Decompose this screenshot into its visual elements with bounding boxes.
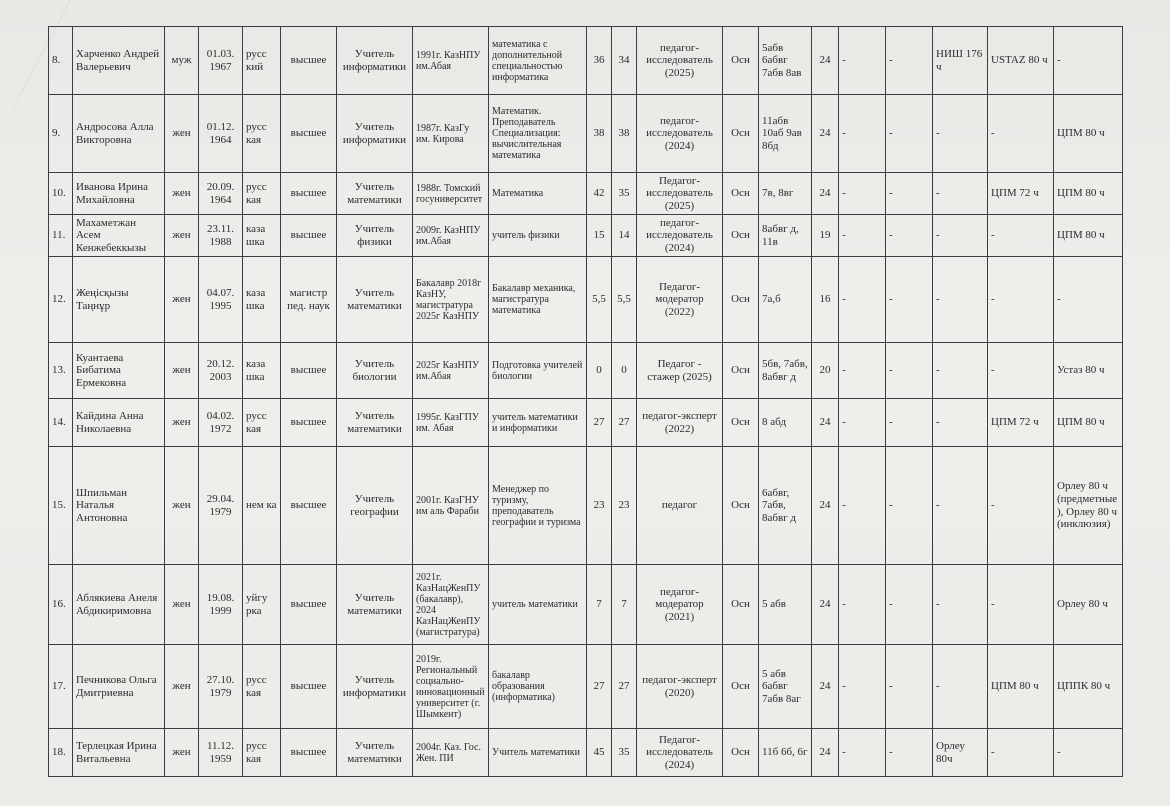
teacher-name: Жеңісқызы Таңнұр	[73, 257, 165, 343]
teaching-experience: 5,5	[612, 257, 637, 343]
position: Учитель географии	[337, 447, 413, 565]
course-3: ЦПМ 80 ч	[1054, 215, 1123, 257]
weekly-hours: 24	[812, 399, 839, 447]
institution: 2025г КазНПУ им.Абая	[413, 343, 489, 399]
specialty: Подготовка учителей биологии	[489, 343, 587, 399]
teacher-name: Иванова Ирина Михайловна	[73, 173, 165, 215]
nationality: каза шка	[243, 343, 281, 399]
course-1: -	[933, 565, 988, 645]
qualification-category: педагог-эксперт (2020)	[637, 645, 723, 729]
teaching-experience: 23	[612, 447, 637, 565]
teaching-experience: 14	[612, 215, 637, 257]
teacher-name: Куантаева Бибатима Ермековна	[73, 343, 165, 399]
extra-col-2: -	[886, 27, 933, 95]
teacher-name: Шпильман Наталья Антоновна	[73, 447, 165, 565]
course-1: Орлеу 80ч	[933, 729, 988, 777]
gender: жен	[165, 399, 199, 447]
extra-col-1: -	[839, 343, 886, 399]
teacher-name: Махаметжан Асем Кенжебеккызы	[73, 215, 165, 257]
qualification-category: Педагог-модератор (2022)	[637, 257, 723, 343]
weekly-hours: 24	[812, 447, 839, 565]
extra-col-2: -	[886, 257, 933, 343]
employment-type: Осн	[723, 343, 759, 399]
teacher-name: Кайдина Анна Николаевна	[73, 399, 165, 447]
total-experience: 45	[587, 729, 612, 777]
extra-col-1: -	[839, 447, 886, 565]
teacher-name: Харченко Андрей Валерьевич	[73, 27, 165, 95]
table-row	[49, 645, 1123, 729]
institution: 1987г. КазГу им. Кирова	[413, 95, 489, 173]
education-level: магистр пед. наук	[281, 257, 337, 343]
course-3: Орлеу 80 ч (предметные), Орлеу 80 ч (инклюзия)	[1054, 447, 1123, 565]
teacher-name: Аблякиева Анеля Абдикиримовна	[73, 565, 165, 645]
extra-col-2: -	[886, 565, 933, 645]
extra-col-2: -	[886, 399, 933, 447]
extra-col-1: -	[839, 257, 886, 343]
course-2: -	[988, 215, 1054, 257]
teaching-experience: 7	[612, 565, 637, 645]
qualification-category: Педагог-исследователь (2025)	[637, 173, 723, 215]
specialty: Бакалавр механика, магистратура математика	[489, 257, 587, 343]
gender: жен	[165, 565, 199, 645]
course-2: -	[988, 565, 1054, 645]
assigned-classes: 11абв 10аб 9ав 8бд	[759, 95, 812, 173]
total-experience: 27	[587, 645, 612, 729]
weekly-hours: 19	[812, 215, 839, 257]
birth-date: 20.12. 2003	[199, 343, 243, 399]
course-3: ЦПМ 80 ч	[1054, 399, 1123, 447]
assigned-classes: 11б 6б, 6г	[759, 729, 812, 777]
extra-col-2: -	[886, 343, 933, 399]
table-row	[49, 565, 1123, 645]
employment-type: Осн	[723, 257, 759, 343]
table-row	[49, 27, 1123, 95]
extra-col-1: -	[839, 27, 886, 95]
position: Учитель математики	[337, 173, 413, 215]
row-number: 18.	[49, 729, 73, 777]
position: Учитель математики	[337, 257, 413, 343]
nationality: каза шка	[243, 257, 281, 343]
nationality: русс кая	[243, 399, 281, 447]
total-experience: 42	[587, 173, 612, 215]
course-1: НИШ 176 ч	[933, 27, 988, 95]
weekly-hours: 16	[812, 257, 839, 343]
total-experience: 23	[587, 447, 612, 565]
gender: муж	[165, 27, 199, 95]
specialty: Математик. Преподаватель Специализация: вычислительная математика	[489, 95, 587, 173]
institution: 1991г. КазНПУ им.Абая	[413, 27, 489, 95]
specialty: Математика	[489, 173, 587, 215]
employment-type: Осн	[723, 95, 759, 173]
birth-date: 20.09. 1964	[199, 173, 243, 215]
extra-col-2: -	[886, 447, 933, 565]
teaching-experience: 35	[612, 173, 637, 215]
qualification-category: Педагог - стажер (2025)	[637, 343, 723, 399]
course-2: ЦПМ 72 ч	[988, 399, 1054, 447]
specialty: Менеджер по туризму, преподаватель географии и туризма	[489, 447, 587, 565]
total-experience: 38	[587, 95, 612, 173]
gender: жен	[165, 215, 199, 257]
employment-type: Осн	[723, 565, 759, 645]
extra-col-1: -	[839, 729, 886, 777]
table-row	[49, 173, 1123, 215]
specialty: бакалавр образования (информатика)	[489, 645, 587, 729]
course-3: ЦППК 80 ч	[1054, 645, 1123, 729]
course-2: -	[988, 729, 1054, 777]
table-row	[49, 399, 1123, 447]
course-3: Орлеу 80 ч	[1054, 565, 1123, 645]
course-3: -	[1054, 729, 1123, 777]
course-1: -	[933, 343, 988, 399]
table-row	[49, 257, 1123, 343]
qualification-category: педагог-исследователь (2024)	[637, 95, 723, 173]
total-experience: 5,5	[587, 257, 612, 343]
employment-type: Осн	[723, 215, 759, 257]
nationality: русс кая	[243, 729, 281, 777]
position: Учитель информатики	[337, 95, 413, 173]
position: Учитель математики	[337, 565, 413, 645]
employment-type: Осн	[723, 729, 759, 777]
position: Учитель физики	[337, 215, 413, 257]
specialty: учитель математики и информатики	[489, 399, 587, 447]
gender: жен	[165, 729, 199, 777]
weekly-hours: 24	[812, 729, 839, 777]
institution: 2019г. Региональный социально-инновационный университет (г. Шымкент)	[413, 645, 489, 729]
nationality: каза шка	[243, 215, 281, 257]
birth-date: 04.02. 1972	[199, 399, 243, 447]
gender: жен	[165, 343, 199, 399]
employment-type: Осн	[723, 27, 759, 95]
course-3: ЦПМ 80 ч	[1054, 173, 1123, 215]
table-row	[49, 215, 1123, 257]
teacher-name: Терлецкая Ирина Витальевна	[73, 729, 165, 777]
qualification-category: педагог-модератор (2021)	[637, 565, 723, 645]
nationality: русс кая	[243, 95, 281, 173]
weekly-hours: 20	[812, 343, 839, 399]
employment-type: Осн	[723, 173, 759, 215]
teaching-experience: 27	[612, 645, 637, 729]
institution: 2004г. Каз. Гос. Жен. ПИ	[413, 729, 489, 777]
total-experience: 0	[587, 343, 612, 399]
table-row	[49, 343, 1123, 399]
staff-table	[48, 26, 1123, 777]
course-2: ЦПМ 80 ч	[988, 645, 1054, 729]
total-experience: 27	[587, 399, 612, 447]
row-number: 8.	[49, 27, 73, 95]
education-level: высшее	[281, 95, 337, 173]
course-1: -	[933, 173, 988, 215]
specialty: учитель физики	[489, 215, 587, 257]
education-level: высшее	[281, 729, 337, 777]
course-1: -	[933, 447, 988, 565]
qualification-category: педагог-исследователь (2025)	[637, 27, 723, 95]
row-number: 17.	[49, 645, 73, 729]
teaching-experience: 0	[612, 343, 637, 399]
extra-col-1: -	[839, 645, 886, 729]
row-number: 16.	[49, 565, 73, 645]
course-2: USTAZ 80 ч	[988, 27, 1054, 95]
gender: жен	[165, 257, 199, 343]
teaching-experience: 35	[612, 729, 637, 777]
birth-date: 04.07. 1995	[199, 257, 243, 343]
position: Учитель математики	[337, 729, 413, 777]
row-number: 9.	[49, 95, 73, 173]
specialty: математика с дополнительной специальностью информатика	[489, 27, 587, 95]
nationality: уйгу рка	[243, 565, 281, 645]
extra-col-2: -	[886, 215, 933, 257]
course-2: ЦПМ 72 ч	[988, 173, 1054, 215]
education-level: высшее	[281, 27, 337, 95]
teacher-name: Печникова Ольга Дмитриевна	[73, 645, 165, 729]
position: Учитель математики	[337, 399, 413, 447]
total-experience: 7	[587, 565, 612, 645]
weekly-hours: 24	[812, 27, 839, 95]
institution: 1995г. КазГПУ им. Абая	[413, 399, 489, 447]
teaching-experience: 27	[612, 399, 637, 447]
birth-date: 23.11. 1988	[199, 215, 243, 257]
education-level: высшее	[281, 645, 337, 729]
nationality: русс кая	[243, 173, 281, 215]
weekly-hours: 24	[812, 95, 839, 173]
extra-col-1: -	[839, 399, 886, 447]
institution: 2009г. КазНПУ им.Абая	[413, 215, 489, 257]
birth-date: 11.12. 1959	[199, 729, 243, 777]
row-number: 10.	[49, 173, 73, 215]
course-3: Устаз 80 ч	[1054, 343, 1123, 399]
extra-col-1: -	[839, 95, 886, 173]
qualification-category: педагог	[637, 447, 723, 565]
course-1: -	[933, 399, 988, 447]
table-row	[49, 447, 1123, 565]
employment-type: Осн	[723, 645, 759, 729]
gender: жен	[165, 173, 199, 215]
institution: 2021г. КазНацЖенПУ (бакалавр), 2024 КазНацЖенПУ (магистратура)	[413, 565, 489, 645]
employment-type: Осн	[723, 447, 759, 565]
teacher-name: Андросова Алла Викторовна	[73, 95, 165, 173]
row-number: 13.	[49, 343, 73, 399]
weekly-hours: 24	[812, 565, 839, 645]
course-1: -	[933, 95, 988, 173]
extra-col-2: -	[886, 645, 933, 729]
institution: Бакалавр 2018г КазНУ, магистратура 2025г КазНПУ	[413, 257, 489, 343]
education-level: высшее	[281, 565, 337, 645]
education-level: высшее	[281, 215, 337, 257]
education-level: высшее	[281, 173, 337, 215]
row-number: 15.	[49, 447, 73, 565]
specialty: учитель математики	[489, 565, 587, 645]
table-row	[49, 95, 1123, 173]
table-row	[49, 729, 1123, 777]
institution: 1988г. Томский госуниверситет	[413, 173, 489, 215]
gender: жен	[165, 95, 199, 173]
gender: жен	[165, 447, 199, 565]
qualification-category: педагог-эксперт (2022)	[637, 399, 723, 447]
assigned-classes: 7а,б	[759, 257, 812, 343]
position: Учитель информатики	[337, 27, 413, 95]
course-1: -	[933, 645, 988, 729]
birth-date: 29.04. 1979	[199, 447, 243, 565]
position: Учитель информатики	[337, 645, 413, 729]
teaching-experience: 38	[612, 95, 637, 173]
course-2: -	[988, 257, 1054, 343]
row-number: 12.	[49, 257, 73, 343]
qualification-category: Педагог-исследователь (2024)	[637, 729, 723, 777]
assigned-classes: 5абв 6абвг 7абв 8ав	[759, 27, 812, 95]
assigned-classes: 5 абв	[759, 565, 812, 645]
assigned-classes: 8 абд	[759, 399, 812, 447]
teaching-experience: 34	[612, 27, 637, 95]
assigned-classes: 8абвг д, 11в	[759, 215, 812, 257]
weekly-hours: 24	[812, 173, 839, 215]
education-level: высшее	[281, 399, 337, 447]
course-2: -	[988, 447, 1054, 565]
nationality: русс кий	[243, 27, 281, 95]
birth-date: 01.03. 1967	[199, 27, 243, 95]
course-3: -	[1054, 27, 1123, 95]
total-experience: 36	[587, 27, 612, 95]
education-level: высшее	[281, 343, 337, 399]
course-1: -	[933, 257, 988, 343]
education-level: высшее	[281, 447, 337, 565]
assigned-classes: 7в, 8вг	[759, 173, 812, 215]
nationality: нем ка	[243, 447, 281, 565]
nationality: русс кая	[243, 645, 281, 729]
birth-date: 19.08. 1999	[199, 565, 243, 645]
course-1: -	[933, 215, 988, 257]
row-number: 11.	[49, 215, 73, 257]
course-2: -	[988, 343, 1054, 399]
birth-date: 01.12. 1964	[199, 95, 243, 173]
specialty: Учитель математики	[489, 729, 587, 777]
extra-col-1: -	[839, 565, 886, 645]
row-number: 14.	[49, 399, 73, 447]
employment-type: Осн	[723, 399, 759, 447]
course-3: ЦПМ 80 ч	[1054, 95, 1123, 173]
course-3: -	[1054, 257, 1123, 343]
position: Учитель биологии	[337, 343, 413, 399]
extra-col-1: -	[839, 173, 886, 215]
course-2: -	[988, 95, 1054, 173]
assigned-classes: 5 абв 6абвг 7абв 8аг	[759, 645, 812, 729]
total-experience: 15	[587, 215, 612, 257]
gender: жен	[165, 645, 199, 729]
extra-col-2: -	[886, 729, 933, 777]
extra-col-1: -	[839, 215, 886, 257]
institution: 2001г. КазГНУ им аль Фараби	[413, 447, 489, 565]
extra-col-2: -	[886, 95, 933, 173]
assigned-classes: 6абвг, 7абв, 8абвг д	[759, 447, 812, 565]
qualification-category: педагог-исследователь (2024)	[637, 215, 723, 257]
extra-col-2: -	[886, 173, 933, 215]
birth-date: 27.10. 1979	[199, 645, 243, 729]
weekly-hours: 24	[812, 645, 839, 729]
assigned-classes: 5бв, 7абв, 8абвг д	[759, 343, 812, 399]
